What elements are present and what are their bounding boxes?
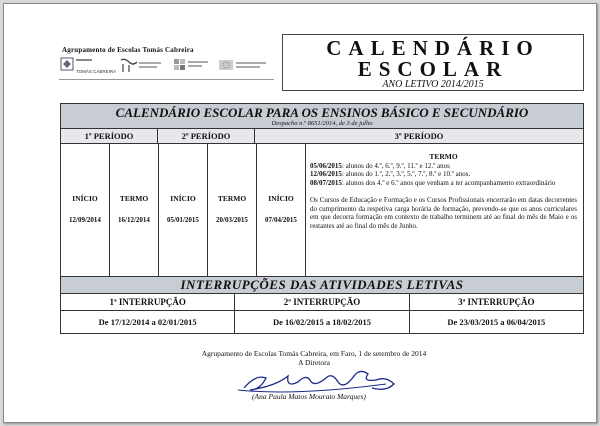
partner-logos: [59, 56, 277, 76]
p1-termo: TERMO 16/12/2014: [110, 144, 159, 276]
qren-logo-icon: [174, 59, 208, 70]
interruption-dates: [61, 311, 583, 333]
p2-termo: TERMO 20/03/2015: [208, 144, 257, 276]
p3-termo-title: TERMO: [429, 152, 458, 161]
footer-place-date: Agrupamento de Escolas Tomás Cabreira, em Faro, 1 de setembro de 2014: [201, 349, 427, 358]
interruption-3-header: 3ª INTERRUPÇÃO: [458, 297, 535, 307]
signer-name: (Ana Paula Matos Mourato Marques): [252, 392, 366, 401]
title-line-2: ESCOLAR: [357, 57, 509, 81]
p3-courses-note: Os Cursos de Educação e Formação e os Cursos Profissionais encerrarão em datas decorrentes do cumprimento da respetiva carga horária de formação, prevendo-se que os anos curriculares em que decorra formação em contexto de trabalho terminem até ao final do mês de Maio e os restantes até ao final do mês de Junho.: [310, 196, 577, 230]
interruption-1-dates: De 17/12/2014 a 02/01/2015: [61, 311, 235, 333]
title-line-1: CALENDÁRIO: [326, 36, 540, 60]
interruption-2-header: 2ª INTERRUPÇÃO: [235, 294, 409, 310]
header-divider: [59, 79, 274, 80]
interruption-headers: [61, 294, 583, 311]
calendar-band: [61, 104, 583, 129]
school-name: Agrupamento de Escolas Tomás Cabreira: [62, 46, 194, 54]
p3-inicio: INÍCIO 07/04/2015: [257, 144, 306, 276]
document-page: [3, 3, 597, 423]
eu-flag-icon: [219, 60, 266, 70]
calendar-subtitle: Despacho n.º 8651/2014, de 3 de julho: [271, 120, 373, 127]
p2-inicio: INÍCIO 05/01/2015: [159, 144, 208, 276]
period-1-header: 1º PERÍODO: [61, 129, 158, 143]
period-3-header: 3º PERÍODO: [394, 131, 444, 141]
period-dates: [61, 144, 583, 277]
title-box: [282, 34, 584, 91]
calendar-table: [60, 103, 584, 334]
p3-termo-details: [306, 144, 583, 276]
interruptions-band: [61, 277, 583, 294]
header: [4, 4, 596, 99]
footer-role: A Diretora: [298, 358, 330, 367]
p3-termo-line-1: 05/06/2015: alunos do 4.º, 6.º, 9.º, 11.º e 12.º anos: [310, 161, 450, 170]
period-2-header: 2º PERÍODO: [158, 129, 255, 143]
ministry-logo-icon: [121, 59, 161, 72]
interruptions-title: INTERRUPÇÕES DAS ATIVIDADES LETIVAS: [180, 277, 464, 292]
school-year: ANO LETIVO 2014/2015: [382, 79, 484, 90]
school-logo-icon: [61, 58, 116, 74]
period-headers: [61, 129, 583, 144]
p3-termo-line-2: 12/06/2015: alunos do 1.º, 2.º, 3.º, 5.º, 7.º, 8.º e 10.º anos.: [310, 170, 471, 178]
logo-text: TOMÁS CABREIRA: [76, 69, 117, 74]
calendar-title: CALENDÁRIO ESCOLAR PARA OS ENSINOS BÁSICO E SECUNDÁRIO: [115, 105, 529, 120]
interruption-1-header: 1ª INTERRUPÇÃO: [61, 294, 235, 310]
interruption-3-dates: De 23/03/2015 a 06/04/2015: [447, 317, 546, 327]
interruption-2-dates: De 16/02/2015 a 18/02/2015: [235, 311, 409, 333]
p1-inicio: INÍCIO 12/09/2014: [61, 144, 110, 276]
p3-termo-line-3: 08/07/2015: alunos dos 4.º e 6.º anos que venham a ter acompanhamento extraordinário: [310, 178, 556, 187]
